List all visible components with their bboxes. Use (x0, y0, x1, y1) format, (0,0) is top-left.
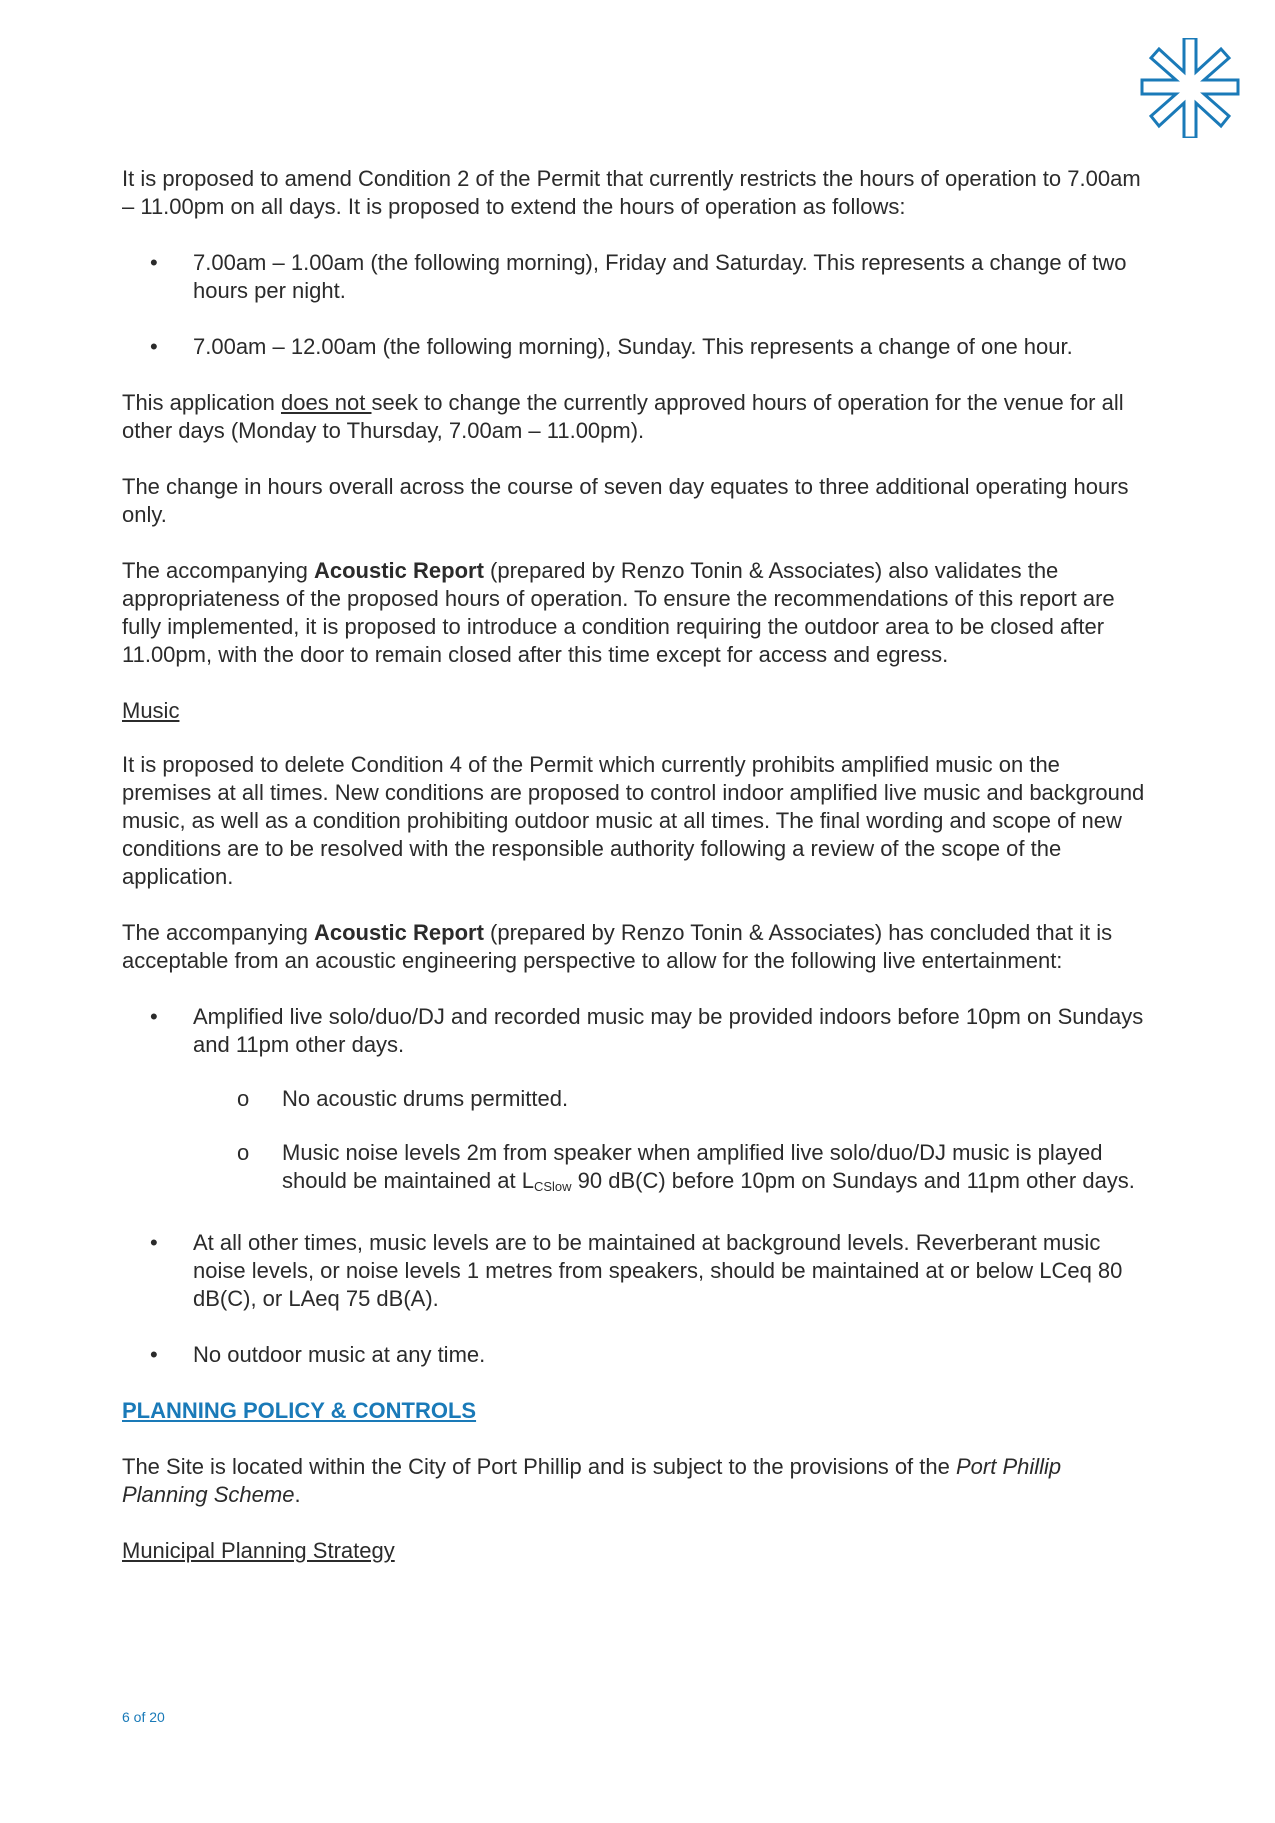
list-item-text: 7.00am – 1.00am (the following morning), Friday and Saturday. This represents a change of two hours per night. (193, 250, 1127, 303)
page-number: 6 of 20 (122, 1709, 165, 1725)
sub-list-item (193, 1139, 1152, 1201)
text-run: Music noise levels 2m from speaker when amplified live solo/duo/DJ music is played should be maintained at L (282, 1140, 1103, 1193)
sub-list-item-text (282, 1140, 1135, 1193)
text-run: (prepared by Renzo Tonin & Associates) also validates the appropriateness of the proposed hours of operation. To ensure the recommendations of this report are fully implemented, it is proposed to introduce a condition requiring the outdoor area to be closed after 11.00pm, with the door to remain closed after this time except for access and egress. (122, 558, 1115, 667)
bold-text: Acoustic Report (314, 920, 484, 945)
acoustic-music-paragraph (122, 919, 1152, 975)
policy-paragraph (122, 1453, 1152, 1509)
list-item (122, 1003, 1152, 1201)
text-run: 90 dB(C) before 10pm on Sundays and 11pm other days. (571, 1168, 1135, 1193)
sub-list-item-text: No acoustic drums permitted. (282, 1086, 569, 1111)
text-run: The accompanying (122, 558, 314, 583)
bold-text: Acoustic Report (314, 558, 484, 583)
underlined-text: does not (280, 390, 372, 415)
hours-intro-paragraph: It is proposed to amend Condition 2 of the Permit that currently restricts the hours of operation to 7.00am – 11.00pm on all days. It is proposed to extend the hours of operation as follows: (122, 166, 1141, 219)
hours-bullet-list (122, 249, 1152, 361)
no-change-paragraph (122, 389, 1152, 445)
planning-policy-heading: PLANNING POLICY & CONTROLS (122, 1398, 477, 1423)
bullet-icon: • (150, 1004, 158, 1029)
list-item (122, 333, 1152, 361)
italic-text: Port Phillip Planning Scheme (122, 1454, 1062, 1507)
list-item-text: Amplified live solo/duo/DJ and recorded music may be provided indoors before 10pm on Sundays and 11pm other days. (193, 1004, 1144, 1057)
text-run: . (294, 1482, 301, 1507)
text-run: The accompanying (122, 920, 314, 945)
overall-change-paragraph: The change in hours overall across the course of seven day equates to three additional operating hours only. (122, 474, 1129, 527)
sub-list-item (193, 1085, 1152, 1113)
text-run: (prepared by Renzo Tonin & Associates) has concluded that it is acceptable from an acoustic engineering perspective to allow for the following live entertainment: (122, 920, 1113, 973)
bullet-icon: • (150, 1342, 158, 1367)
acoustic-hours-paragraph (122, 557, 1152, 669)
sub-bullet-marker: o (237, 1140, 250, 1165)
asterisk-logo-icon (1140, 38, 1240, 138)
list-item-text: No outdoor music at any time. (193, 1342, 486, 1367)
bullet-icon: • (150, 334, 158, 359)
subscript-text: CSlow (533, 1179, 572, 1194)
sub-bullet-marker: o (237, 1086, 250, 1111)
sub-bullet-list (193, 1085, 1152, 1201)
document-body (122, 165, 1152, 1591)
list-item-text: At all other times, music levels are to be maintained at background levels. Reverberant music noise levels, or noise levels 1 metres from speakers, should be maintained at or below LCeq 80 dB(C), or LAeq 75 dB(A). (193, 1230, 1123, 1311)
list-item (122, 249, 1152, 305)
music-heading: Music (122, 698, 180, 723)
list-item (122, 1341, 1152, 1369)
music-bullet-list (122, 1003, 1152, 1369)
bullet-icon: • (150, 250, 158, 275)
text-run: seek to change the currently approved hours of operation for the venue for all other days (Monday to Thursday, 7.00am – 11.00pm). (122, 390, 1124, 443)
text-run: The Site is located within the City of Port Phillip and is subject to the provisions of the (122, 1454, 956, 1479)
bullet-icon: • (150, 1230, 158, 1255)
text-run: This application (122, 390, 281, 415)
municipal-strategy-heading: Municipal Planning Strategy (122, 1538, 395, 1563)
music-intro-paragraph: It is proposed to delete Condition 4 of the Permit which currently prohibits amplified music on the premises at all times. New conditions are proposed to control indoor amplified live music and background music, as well as a condition prohibiting outdoor music at all times. The final wording and scope of new conditions are to be resolved with the responsible authority following a review of the scope of the application. (122, 752, 1145, 889)
list-item-text: 7.00am – 12.00am (the following morning), Sunday. This represents a change of one hour. (193, 334, 1073, 359)
list-item (122, 1229, 1152, 1313)
